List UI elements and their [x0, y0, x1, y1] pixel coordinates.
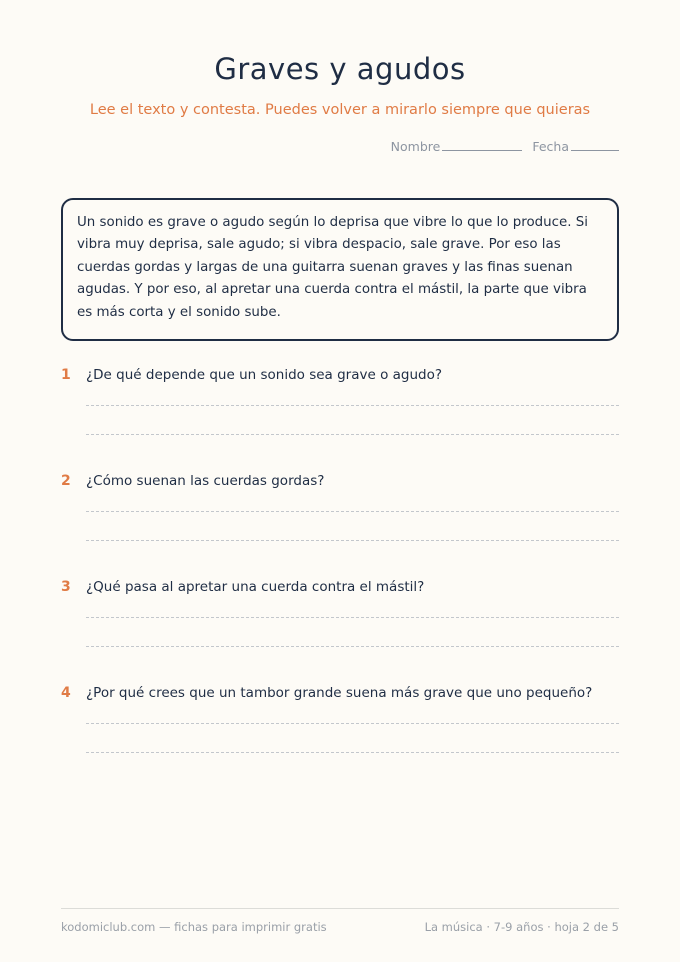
name-label: Nombre: [390, 139, 441, 154]
date-label: Fecha: [532, 139, 569, 154]
question-text: ¿Qué pasa al apretar una cuerda contra el mástil?: [86, 579, 425, 595]
question-number: 2: [61, 473, 71, 489]
question-number: 4: [61, 685, 71, 701]
answer-line[interactable]: [86, 617, 619, 618]
question-text: ¿Cómo suenan las cuerdas gordas?: [86, 473, 325, 489]
question-number: 1: [61, 367, 71, 383]
question-text: ¿De qué depende que un sonido sea grave o agudo?: [86, 367, 443, 383]
reading-passage: Un sonido es grave o agudo según lo deprisa que vibre lo que lo produce. Si vibra muy deprisa, sale agudo; si vibra despacio, sale grave. Por eso las cuerdas gordas y largas de una guitarra suenan graves y las finas suenan agudas. Y por eso, al apretar una cuerda contra el mástil, la parte que vibra es más corta y el sonido sube.: [61, 198, 619, 341]
answer-line[interactable]: [86, 540, 619, 541]
date-blank: [571, 138, 619, 151]
answer-line[interactable]: [86, 434, 619, 435]
answer-line[interactable]: [86, 646, 619, 647]
page-title: Graves y agudos: [214, 52, 466, 86]
question-4: [61, 685, 619, 701]
question-number: 3: [61, 579, 71, 595]
answer-line[interactable]: [86, 405, 619, 406]
answer-line[interactable]: [86, 723, 619, 724]
question-3: [61, 579, 619, 595]
footer-page-info: La música · 7-9 años · hoja 2 de 5: [424, 920, 619, 934]
footer-divider: [61, 908, 619, 909]
student-info: [391, 138, 619, 154]
question-1: [61, 367, 619, 383]
question-2: [61, 473, 619, 489]
question-text: ¿Por qué crees que un tambor grande suena más grave que uno pequeño?: [86, 685, 593, 701]
answer-line[interactable]: [86, 511, 619, 512]
date-field: [532, 138, 619, 154]
page-subtitle: Lee el texto y contesta. Puedes volver a mirarlo siempre que quieras: [89, 102, 591, 118]
name-field: [391, 138, 523, 154]
footer-site: kodomiclub.com — fichas para imprimir gratis: [61, 920, 327, 934]
page-footer: [61, 920, 619, 934]
answer-line[interactable]: [86, 752, 619, 753]
name-blank: [442, 138, 522, 151]
